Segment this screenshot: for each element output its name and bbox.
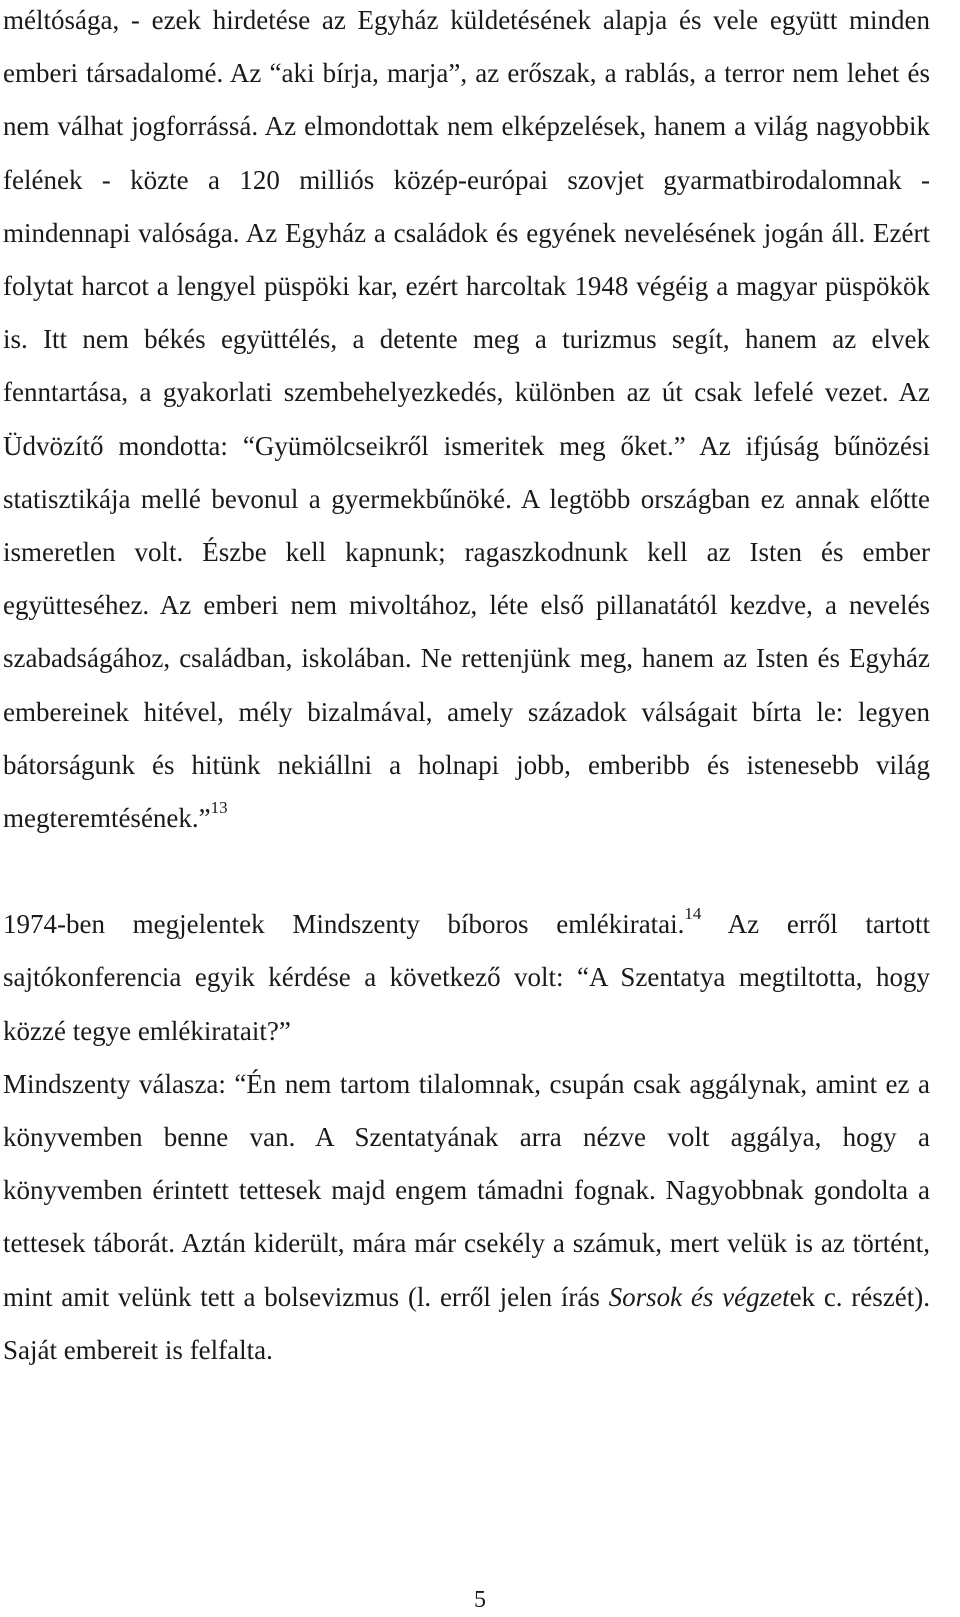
italic-work-title: Sorsok és végzet bbox=[608, 1281, 790, 1312]
footnote-ref-14[interactable]: 14 bbox=[684, 904, 702, 924]
paragraph-2-text-end: Az erről tartott sajtókonferencia egyik kérdése a következő volt: “A Szentatya megtiltotta, hogy közzé tegye emlékiratait?” bbox=[3, 909, 930, 1046]
body-paragraph-1 bbox=[3, 0, 930, 845]
paragraph-1-text: méltósága, - ezek hirdetése az Egyház küldetésének alapja és vele együtt minden emberi társadalomé. Az “aki bírja, marja”, az erőszak, a rablás, a terror nem lehet és nem válhat jogforrássá. Az elmondottak nem elképzelések, hanem a világ nagyobbik felének - közte a 120 milliós közép-európai szovjet gyarmatbirodalomnak - mindennapi valósága. Az Egyház a családok és egyének nevelésének jogán áll. Ezért folytat harcot a lengyel püspöki kar, ezért harcoltak 1948 végéig a magyar püspökök is. Itt nem békés együttélés, a detente meg a turizmus segít, hanem az elvek fenntartása, a gyakorlati szembehelyezkedés, különben az út csak lefelé vezet. Az Üdvözítő mondotta: “Gyümölcseikről ismeritek meg őket.” Az ifjúság bűnözési statisztikája mellé bevonul a gyermekbűnöké. A legtöbb országban ez annak előtte ismeretlen volt. Észbe kell kapnunk; ragaszkodnunk kell az Isten és ember együtteséhez. Az emberi nem mivoltához, léte első pillanatától kezdve, a nevelés szabadságához, családban, iskolában. Ne rettenjünk meg, hanem az Isten és Egyház embereinek hitével, mély bizalmával, amely századok válságait bírta le: legyen bátorságunk és hitünk nekiállni a holnapi jobb, emberibb és istenesebb világ megteremtésének.” bbox=[3, 5, 930, 834]
body-paragraph-3 bbox=[3, 1058, 930, 1377]
document-body bbox=[3, 0, 930, 1377]
paragraph-3-text-end: ek c. részét). Saját embereit is felfalta. bbox=[3, 1281, 930, 1365]
paragraph-3-text-start: Mindszenty válasza: “Én nem tartom tilalomnak, csupán csak aggálynak, amint ez a könyvemben benne van. A Szentatyának arra nézve volt aggálya, hogy a könyvemben érintett tettesek majd engem támadni fognak. Nagyobbnak gondolta a tettesek táborát. Aztán kiderült, mára már csekély a számuk, mert velük is az történt, mint amit velünk tett a bolsevizmus (l. erről jelen írás bbox=[3, 1068, 930, 1312]
body-paragraph-2 bbox=[3, 898, 930, 1058]
paragraph-2-text-start: 1974-ben megjelentek Mindszenty bíboros emlékiratai. bbox=[3, 909, 685, 940]
paragraph-spacer bbox=[3, 845, 930, 898]
footnote-ref-13[interactable]: 13 bbox=[210, 798, 228, 818]
page-number: 5 bbox=[474, 1587, 486, 1613]
